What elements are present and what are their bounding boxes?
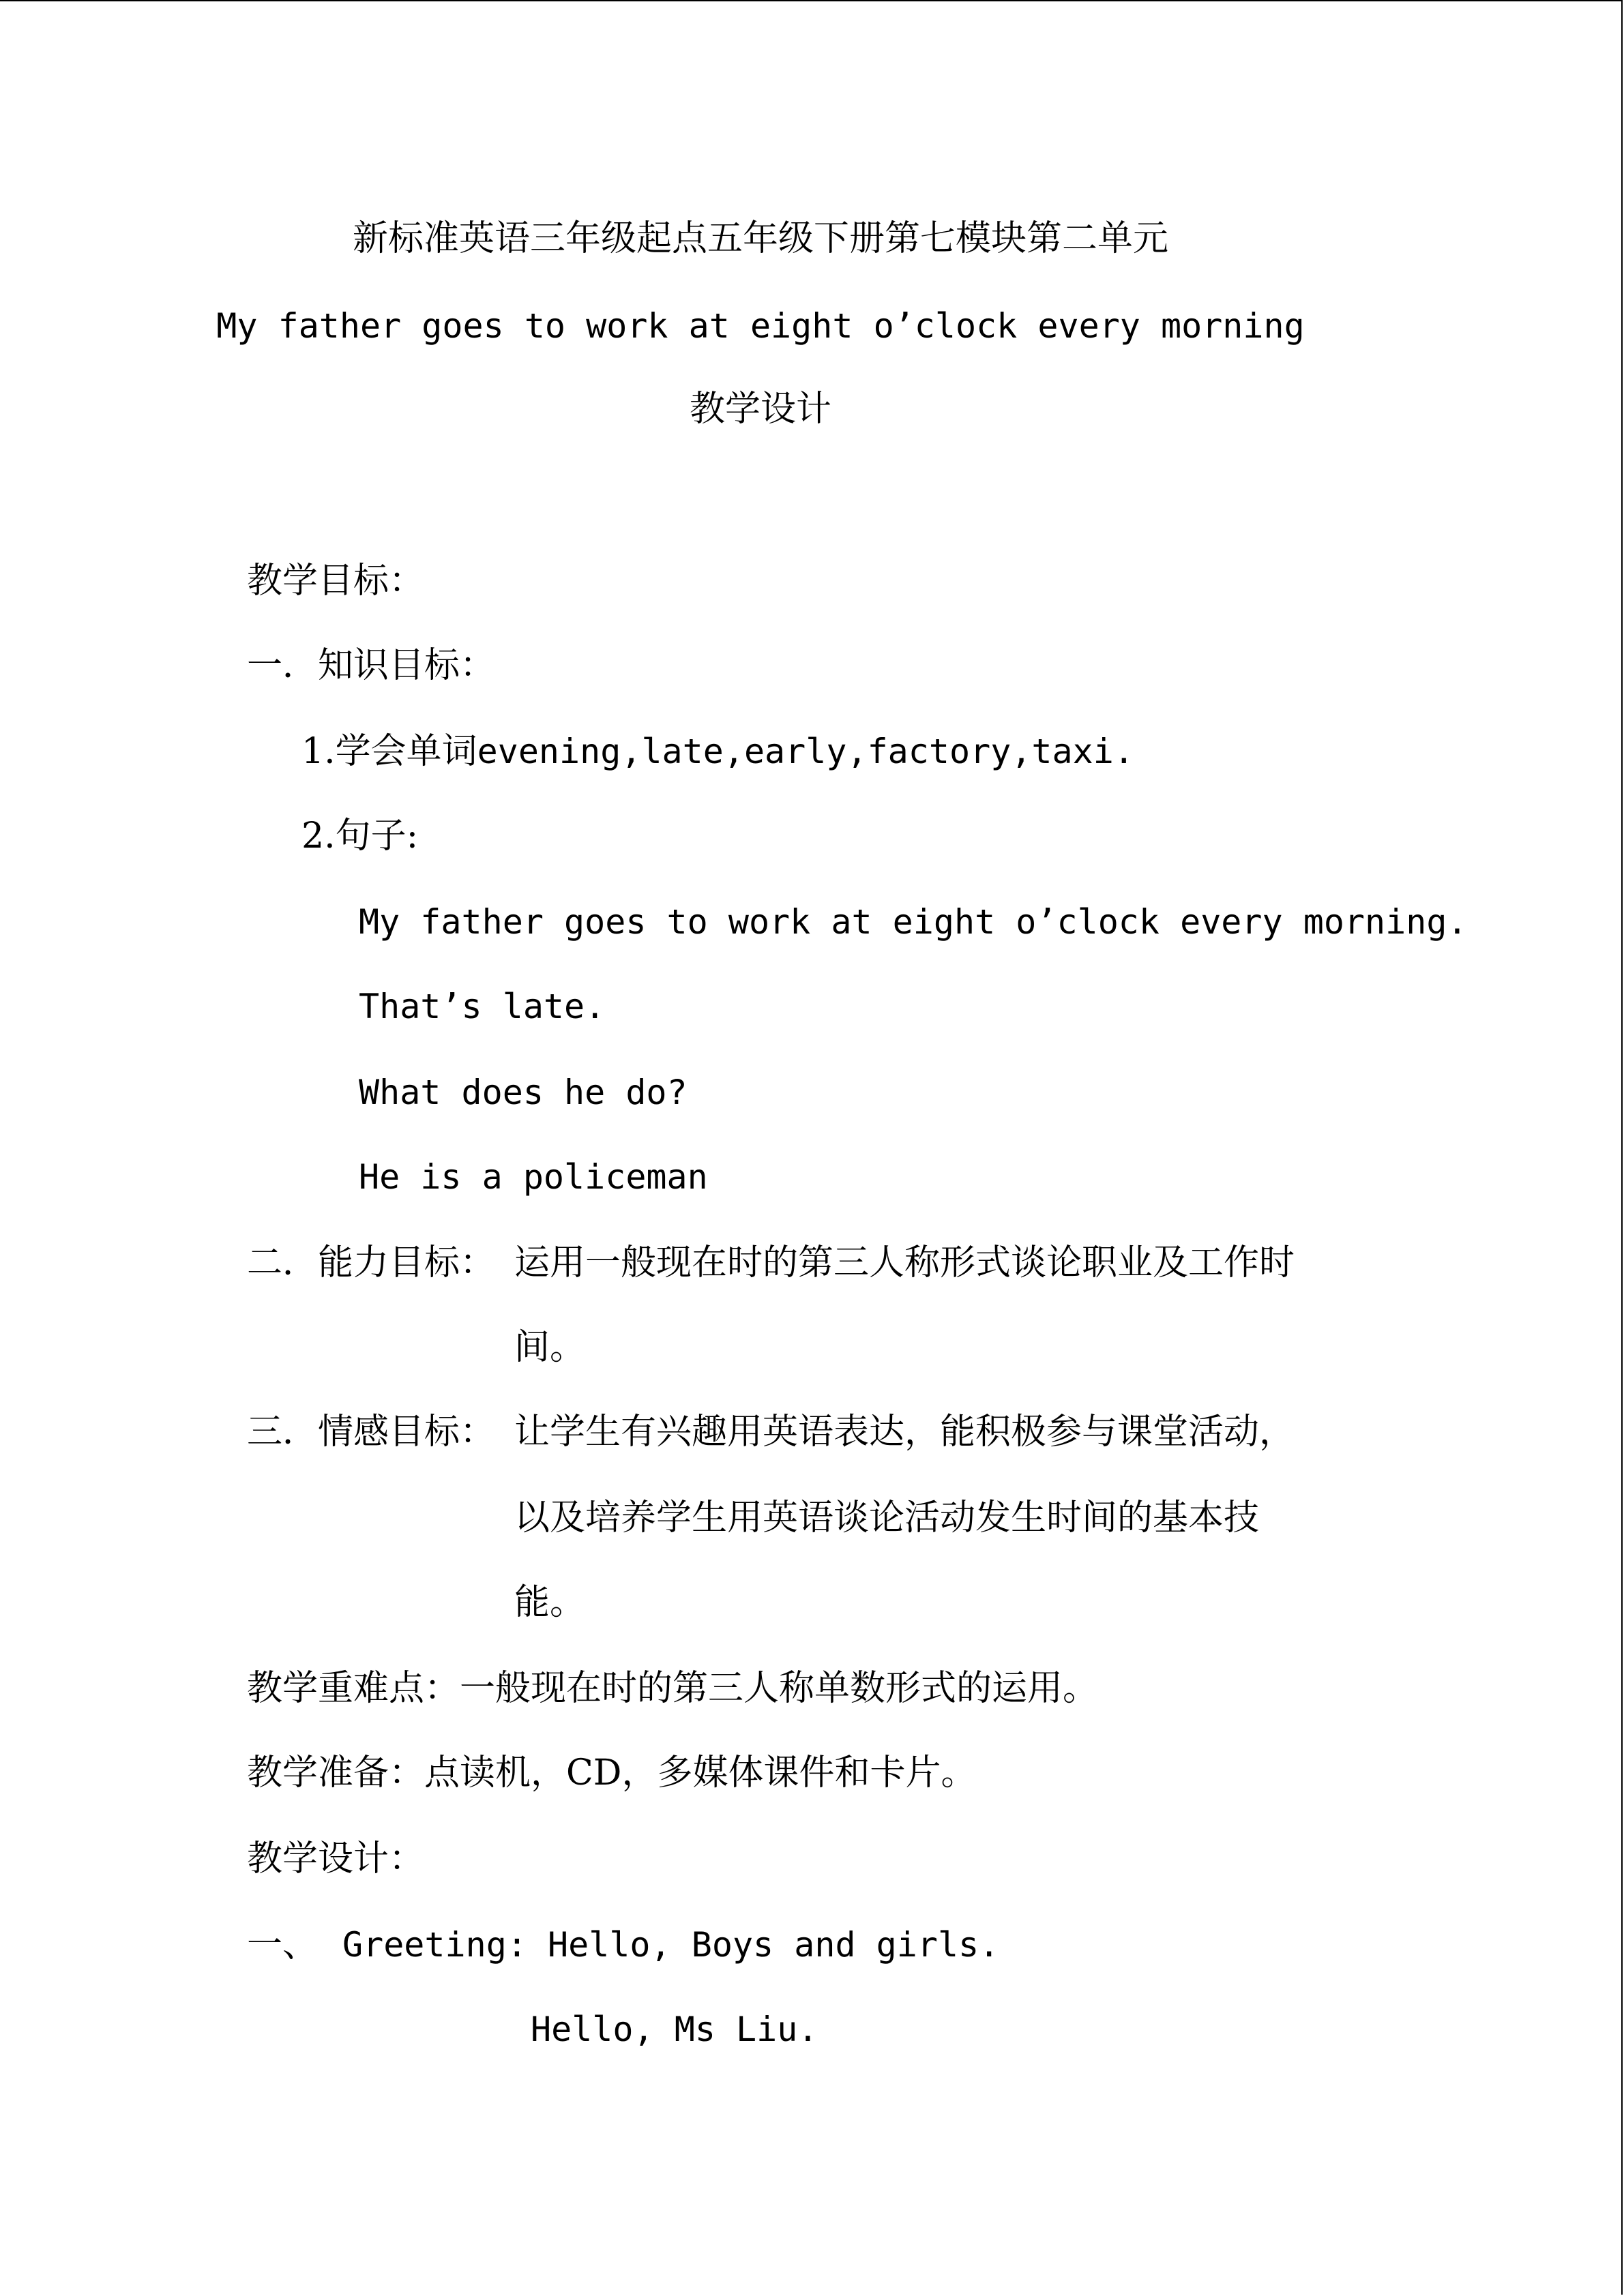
ability-text-line: 间。 [514,1327,586,1368]
objectives-label: 教学目标： [247,561,425,601]
greeting-line-1: Greeting: Hello, Boys and girls. [342,1925,1000,1965]
document-heading: 教学设计 [689,389,831,430]
knowledge-item-1-prefix: 1.学会单词 [301,731,477,772]
greeting-number: 一、 [247,1924,319,1965]
key-points-line: 教学重难点：一般现在时的第三人称单数形式的运用。 [247,1668,1099,1709]
ability-label: 二．能力目标： [247,1242,496,1283]
emotion-label: 三．情感目标： [247,1412,496,1452]
sentence-line: He is a policeman [359,1157,708,1197]
emotion-text-line: 能。 [514,1582,586,1623]
knowledge-item-1 [301,730,1134,773]
design-label: 教学设计： [247,1838,425,1879]
sentence-line: That’s late. [359,987,606,1026]
knowledge-item-2-label: 2.句子: [301,816,419,856]
emotion-text-line: 以及培养学生用英语谈论活动发生时间的基本技 [514,1497,1260,1538]
document-subtitle: My father goes to work at eight o’clock every morning [216,306,1305,346]
knowledge-label: 一．知识目标： [247,645,496,686]
document-title: 新标准英语三年级起点五年级下册第七模块第二单元 [352,218,1168,259]
preparation-line: 教学准备：点读机，CD，多媒体课件和卡片。 [247,1753,977,1793]
ability-text-line: 运用一般现在时的第三人称形式谈论职业及工作时 [514,1242,1295,1283]
knowledge-item-1-words: evening,late,early,factory,taxi. [477,732,1134,771]
sentence-line: What does he do? [359,1073,688,1112]
emotion-text-line: 让学生有兴趣用英语表达，能积极参与课堂活动， [514,1412,1295,1452]
sentence-line: My father goes to work at eight o’clock every morning. [359,902,1468,942]
greeting-line-2: Hello, Ms Liu. [531,2010,818,2049]
